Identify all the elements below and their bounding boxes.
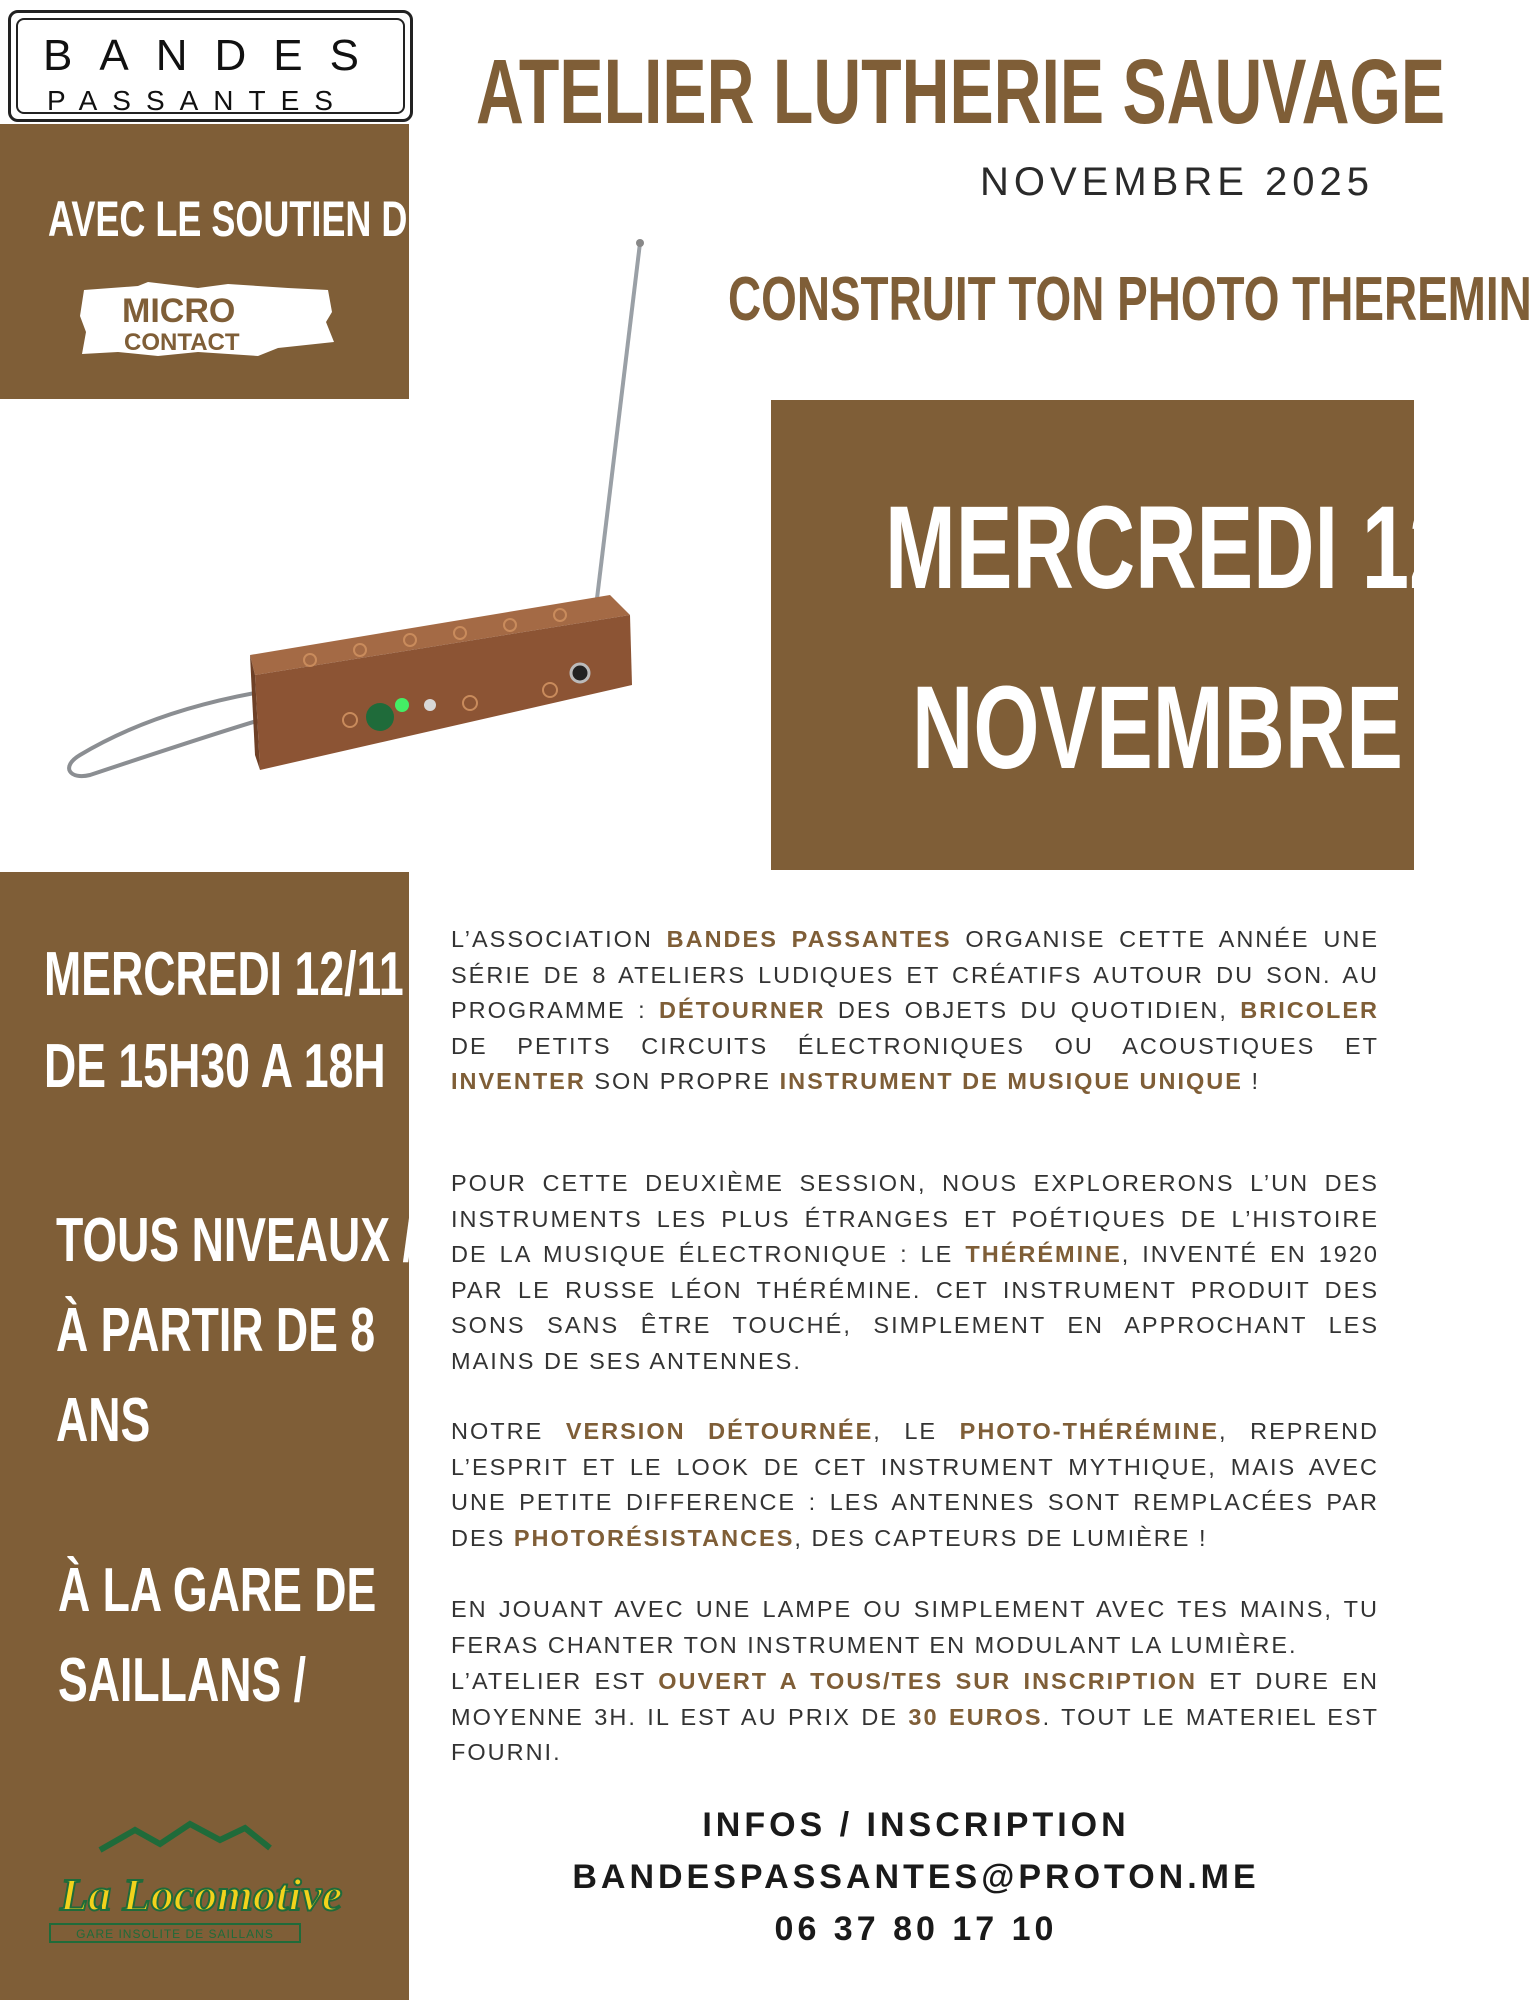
emphasis-text: OUVERT A TOUS/TES SUR INSCRIPTION <box>658 1668 1198 1694</box>
level-line3: ANS <box>56 1386 151 1455</box>
venue-logo-text: La Locomotive <box>60 1869 343 1920</box>
level-line1: TOUS NIVEAUX / <box>56 1206 415 1275</box>
emphasis-text: INSTRUMENT DE MUSIQUE UNIQUE <box>779 1068 1243 1094</box>
date-line2: NOVEMBRE ! <box>912 662 1455 794</box>
logo-line2: PASSANTES <box>47 85 348 116</box>
emphasis-text: 30 EUROS <box>908 1703 1043 1730</box>
contact-phone[interactable]: 06 37 80 17 10 <box>774 1910 1058 1948</box>
body-text: DE PETITS CIRCUITS ÉLECTRONIQUES OU ACOUSTIQUES ET <box>451 1032 1379 1059</box>
date-line1: MERCREDI 12 <box>885 482 1457 614</box>
emphasis-text: INVENTER <box>451 1068 586 1094</box>
body-text: L’ATELIER EST <box>451 1668 659 1694</box>
contact-email[interactable]: BANDESPASSANTES@PROTON.ME <box>572 1858 1260 1896</box>
body-text: ORGANISE CETTE ANNÉE UNE SÉRIE DE 8 ATELIERS LUDIQUES ET CRÉATIFS AUTOUR DU SON. AU PROGRAMME : <box>451 926 1379 1023</box>
page-title: ATELIER LUTHERIE SAUVAGE <box>476 41 1446 143</box>
logo-line1: BANDES <box>43 31 386 80</box>
emphasis-text: PHOTORÉSISTANCES <box>513 1524 795 1551</box>
body-text: . TOUT LE MATERIEL EST FOURNI. <box>451 1703 1379 1765</box>
date-panel <box>771 400 1414 870</box>
body-text: POUR CETTE DEUXIÈME SESSION, NOUS EXPLORERONS L’UN DES INSTRUMENTS LES PLUS ÉTRANGES ET POÉTIQUES DE L’HISTOIRE DE LA MUSIQUE ÉLECTRONIQUE : LE <box>451 1170 1379 1267</box>
body-text: , REPREND L’ESPRIT ET LE LOOK DE CET INSTRUMENT MYTHIQUE, MAIS AVEC UNE PETITE DIFFERENCE : LES ANTENNES SONT REMPLACÉES PAR DES <box>451 1418 1380 1551</box>
place-line2: SAILLANS / <box>58 1646 307 1715</box>
la-locomotive-logo <box>40 1810 343 1950</box>
emphasis-text: PHOTO-THÉRÉMINE <box>959 1418 1220 1444</box>
schedule-line2: DE 15H30 A 18H <box>44 1032 386 1101</box>
level-line2: À PARTIR DE 8 <box>56 1296 376 1365</box>
support-label: AVEC LE SOUTIEN DE <box>48 191 432 247</box>
body-text: ET DURE EN MOYENNE 3H. IL EST AU PRIX DE <box>451 1668 1379 1730</box>
body-text: SON PROPRE <box>585 1068 780 1094</box>
emphasis-text: DÉTOURNER <box>659 997 826 1023</box>
bandes-passantes-logo <box>8 10 413 122</box>
schedule-line1: MERCREDI 12/11 <box>44 940 404 1009</box>
body-text: EN JOUANT AVEC UNE LAMPE OU SIMPLEMENT AVEC TES MAINS, TU FERAS CHANTER TON INSTRUMENT EN MODULANT LA LUMIÈRE. <box>451 1596 1379 1658</box>
body-text: , LE <box>873 1418 960 1444</box>
sponsor-line1: MICRO <box>122 292 236 330</box>
contact-heading: INFOS / INSCRIPTION <box>702 1806 1130 1844</box>
body-text: DES OBJETS DU QUOTIDIEN, <box>825 997 1241 1023</box>
body-text: , DES CAPTEURS DE LUMIÈRE ! <box>794 1524 1208 1551</box>
body-text: , INVENTÉ EN 1920 PAR LE RUSSE LÉON THÉRÉMINE. CET INSTRUMENT PRODUIT DES SONS SANS ÊTRE TOUCHÉ, SIMPLEMENT EN APPROCHANT LES MAINS DE SES ANTENNES. <box>451 1241 1379 1374</box>
body-text: ! <box>1242 1068 1261 1094</box>
emphasis-text: VERSION DÉTOURNÉE <box>565 1418 874 1444</box>
theremin-photo <box>50 235 670 795</box>
paragraph-play <box>451 1592 1379 1663</box>
emphasis-text: THÉRÉMINE <box>965 1241 1122 1267</box>
place-line1: À LA GARE DE <box>58 1556 377 1625</box>
body-text: NOTRE <box>451 1418 566 1444</box>
emphasis-text: BANDES PASSANTES <box>666 926 952 952</box>
venue-tagline: GARE INSOLITE DE SAILLANS <box>76 1927 274 1941</box>
paragraph-intro <box>451 922 1379 1100</box>
paragraph-pricing <box>451 1664 1379 1771</box>
page-subtitle: CONSTRUIT TON PHOTO THEREMIN <box>728 265 1532 334</box>
emphasis-text: BRICOLER <box>1240 997 1379 1023</box>
paragraph-photo-theremin <box>451 1414 1379 1556</box>
sponsor-line2: CONTACT <box>124 329 240 356</box>
event-month: NOVEMBRE 2025 <box>979 160 1374 204</box>
body-text: L’ASSOCIATION <box>451 926 667 952</box>
paragraph-theremin <box>451 1166 1379 1379</box>
